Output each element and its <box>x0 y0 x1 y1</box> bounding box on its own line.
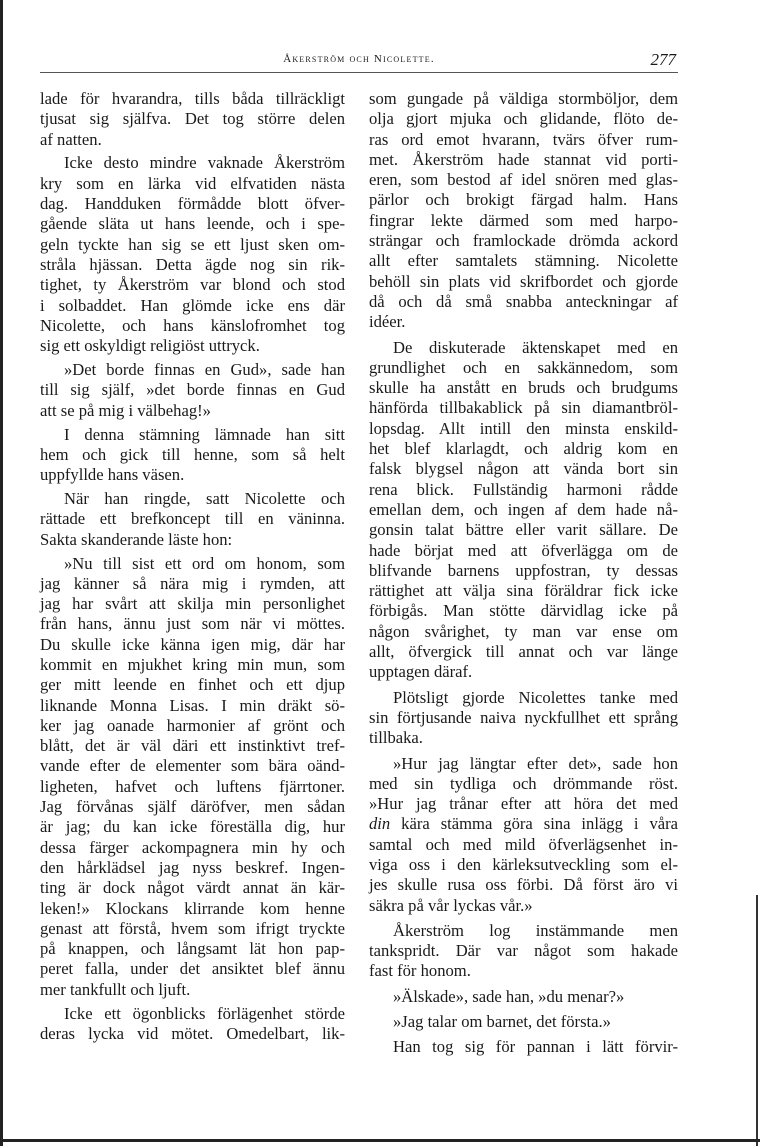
text-line: uppfyllde hans väsen. <box>40 465 185 485</box>
text-line: tankspridt. Där var något som hakade <box>369 941 678 961</box>
text-line: tighet, ty Åkerström var blond och stod <box>40 275 345 295</box>
text-line: kommit en mjukhet kring min mun, som <box>40 654 345 674</box>
text-line: »Nu till sist ett ord om honom, som <box>64 553 345 573</box>
text-line: blått, det är väl däri ett instinktivt tref- <box>40 736 345 756</box>
paragraph <box>369 921 678 982</box>
text-line: Åkerström log instämmande men <box>393 920 678 940</box>
text-line: hade börjat med att öfverlägga om de <box>369 540 678 560</box>
line-text: kära stämma göra sina inlägg i våra <box>390 814 678 834</box>
scan-right-edge <box>756 895 758 1146</box>
text-line: från hans, ännu just som när vi möttes. <box>40 614 345 634</box>
text-line: falsk blygsel någon att vända bort sin <box>369 459 678 479</box>
text-line: liknande Monna Lisas. I min dräkt sö- <box>40 695 345 715</box>
text-line: met. Åkerström hade stannat vid porti- <box>369 149 678 169</box>
text-line: ker jag oanade harmonier af grönt och <box>40 715 345 735</box>
text-line: gående släta ut hans leende, och i spe- <box>40 214 345 234</box>
text-line: Icke desto mindre vaknade Åkerström <box>64 153 345 173</box>
text-line: Du skulle icke känna igen mig, där har <box>40 634 345 654</box>
text-line: het blef klarlagdt, och aldrig kom en <box>369 439 678 459</box>
text-line: hänförda tillbakablick på sin diamantbröl- <box>369 398 678 418</box>
text-line: »Hur jag längtar efter det», sade hon <box>393 753 678 773</box>
text-line: viga oss i den kärleksutveckling som el- <box>369 854 678 874</box>
text-line: behöll sin plats vid skrifbordet och gjorde <box>369 271 678 291</box>
text-line: till sig själf, »det borde finnas en Gud <box>40 380 345 400</box>
text-line: jes skulle rusa oss förbi. Då först äro vi <box>369 875 678 895</box>
text-line: tillbaka. <box>369 728 423 748</box>
text-line: tjusat sig själfva. Det tog större delen <box>40 109 345 129</box>
text-line: Plötsligt gjorde Nicolettes tanke med <box>393 687 678 707</box>
text-line: allt, öfvergick till annat och var länge <box>369 642 678 662</box>
text-line: genast att förstå, hvem som ifrigt tryckte <box>40 918 345 938</box>
paragraph <box>40 425 345 486</box>
text-line: säkra på vår lyckas vår.» <box>369 895 533 915</box>
scan-left-edge <box>0 0 3 1146</box>
text-line: upptagen däraf. <box>369 662 473 682</box>
text-line: på knappen, och långsamt lät hon pap- <box>40 939 345 959</box>
paragraph <box>40 489 345 550</box>
text-line: De diskuterade äktenskapet med en <box>393 337 678 357</box>
text-line: emellan dem, och ingen af dem hade nå- <box>369 499 678 519</box>
paragraph <box>40 1004 345 1045</box>
text-line: mer tankfullt och ljuft. <box>40 979 191 999</box>
text-line: som gungade på väldiga stormböljor, dem <box>369 89 678 108</box>
text-line: i solbaddet. Han glömde icke ens där <box>40 295 345 315</box>
text-line: med sin tydliga och drömmande röst. <box>369 773 678 793</box>
text-line: förbigås. Man stötte därvidlag icke på <box>369 601 678 621</box>
text-line: sin förtjusande naiva nyckfullhet ett språng <box>369 707 678 727</box>
text-line: rättade ett brefkoncept till en väninna. <box>40 509 345 529</box>
paragraph <box>40 89 345 150</box>
text-line: samtal och med mild öfverlägsenhet in- <box>369 834 678 854</box>
text-line: Nicolette, och hans känslofromhet tog <box>40 315 345 335</box>
text-line: vande efter de elementer som bära oänd- <box>40 756 345 776</box>
paragraph <box>369 987 678 1007</box>
text-line: fast för honom. <box>369 961 471 981</box>
text-line: leken!» Klockans klirrande kom henne <box>40 898 345 918</box>
text-line: jag har svårt att skilja min personlighet <box>40 594 345 614</box>
text-line: lopsdag. Allt intill den minsta enskild- <box>369 418 678 438</box>
paragraph <box>369 754 678 916</box>
running-head <box>40 50 678 73</box>
emphasized-word: din <box>369 814 391 834</box>
text-line: grundlighet och en sakkännedom, som <box>369 357 678 377</box>
text-line: geln tyckte han sig se ett ljust sken om- <box>40 234 345 254</box>
paragraph <box>369 1037 678 1057</box>
text-line: är jag; du kan icke föreställa dig, hur <box>40 817 345 837</box>
text-line: allt efter samtalets stämning. Nicolette <box>369 251 678 271</box>
text-line: ligheten, hafvet och luftens fjärrtoner. <box>40 776 345 796</box>
text-line: stråla hjässan. Detta ägde nog sin rik- <box>40 254 345 274</box>
text-line: sig ett oskyldigt religiöst uttryck. <box>40 336 260 356</box>
text-line <box>369 814 678 834</box>
text-line: någon svårighet, ty man var ense om <box>369 621 678 641</box>
running-title: Åkerström och Nicolette. <box>283 53 435 65</box>
text-line: Jag förvånas själf däröfver, men sådan <box>40 797 345 817</box>
text-line: gonsin talat bättre eller varit sällare. De <box>369 520 678 540</box>
text-line: hem och gick till henne, som så helt <box>40 444 345 464</box>
text-line: skulle ha anstått en bruds och brudgums <box>369 378 678 398</box>
text-line: deras lycka vid mötet. Omedelbart, lik- <box>40 1023 345 1043</box>
text-line: I denna stämning lämnade han sitt <box>64 424 345 444</box>
text-line: då och då små snabba anteckningar af <box>369 291 678 311</box>
text-line: Han tog sig för pannan i lätt förvir- <box>393 1037 678 1057</box>
text-line: rättighet att välja sina föräldrar fick icke <box>369 581 678 601</box>
text-column-right <box>369 89 678 1063</box>
paragraph <box>40 153 345 356</box>
text-line: jag känner så nära mig i rymden, att <box>40 573 345 593</box>
paragraph <box>369 89 678 333</box>
text-line: rena blick. Fullständig harmoni rådde <box>369 479 678 499</box>
paragraph <box>369 1012 678 1032</box>
text-line: fingrar lekte därmed som med harpo- <box>369 210 678 230</box>
paragraph <box>369 338 678 683</box>
text-line: peret falla, under det ansiktet blef ännu <box>40 959 345 979</box>
text-line: olja gjort mjuka och glidande, flöto de- <box>369 109 678 129</box>
paragraph <box>40 554 345 1001</box>
text-line: eren, som bestod af idel snören med glas- <box>369 170 678 190</box>
text-line: strängar och framlockade drömda ackord <box>369 231 678 251</box>
text-line: dag. Handduken förmådde blott öfver- <box>40 194 345 214</box>
paragraph <box>40 360 345 421</box>
text-line: ting är dock något värdt annat än kär- <box>40 878 345 898</box>
text-line: idéer. <box>369 312 406 332</box>
text-line: »Det borde finnas en Gud», sade han <box>64 360 345 380</box>
page-number: 277 <box>650 50 676 69</box>
text-line: dessa färger ackompagnera min hy och <box>40 837 345 857</box>
text-line: lade för hvarandra, tills båda tillräckligt <box>40 89 345 108</box>
paragraph <box>369 688 678 749</box>
text-line: ger mitt leende en finhet och ett djup <box>40 675 345 695</box>
text-line: Icke ett ögonblicks förlägenhet störde <box>64 1003 345 1023</box>
text-line: att se på mig i välbehag!» <box>40 400 211 420</box>
text-line: af natten. <box>40 129 102 149</box>
text-line: ras ord emot hvarann, tvärs öfver rum- <box>369 129 678 149</box>
scan-bottom-edge <box>0 1139 760 1142</box>
text-line: den hårklädsel jag nyss beskref. Ingen- <box>40 857 345 877</box>
text-line: blifvande barnens uppfostran, ty dessas <box>369 560 678 580</box>
text-line: När han ringde, satt Nicolette och <box>64 489 345 509</box>
text-line: Sakta skanderande läste hon: <box>40 529 233 549</box>
text-line: »Jag talar om barnet, det första.» <box>393 1012 611 1032</box>
text-line: »Älskade», sade han, »du menar?» <box>393 986 625 1006</box>
text-line: »Hur jag trånar efter att höra det med <box>369 794 678 814</box>
text-line: pärlor och brokigt färgad halm. Hans <box>369 190 678 210</box>
text-column-left <box>40 89 345 1048</box>
text-line: kry som en lärka vid elfvatiden nästa <box>40 173 345 193</box>
